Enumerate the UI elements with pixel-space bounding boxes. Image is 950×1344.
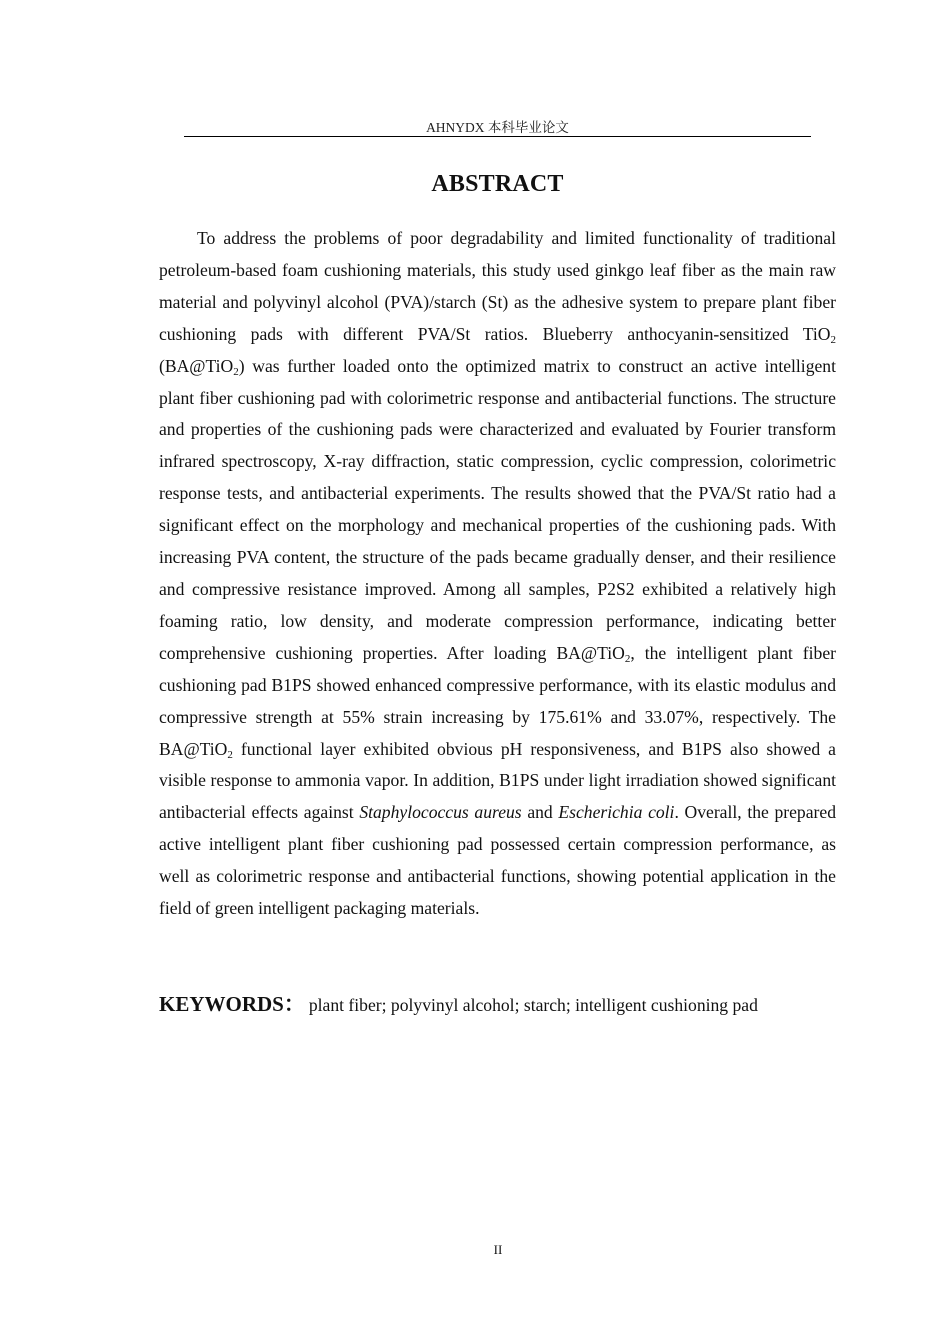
subscript-2: 2: [227, 748, 233, 761]
running-header: AHNYDX 本科毕业论文: [426, 120, 569, 135]
species-name-escherichia: Escherichia coli: [558, 802, 675, 823]
abstract-text-7: . Overall, the prepared active intelligent plant fiber cushioning pad possessed certain compression performance, as well as colorimetric response and antibacterial functions, showing potential application in the field of green intelligent packaging materials.: [159, 802, 837, 919]
keywords-line: [159, 988, 859, 1018]
header-rule: [184, 136, 811, 137]
page-title: ABSTRACT: [431, 171, 564, 197]
subscript-2: 2: [233, 365, 239, 378]
abstract-text-3: ) was further loaded onto the optimized matrix to construct an active intelligent plant fiber cushioning pad with colorimetric response and antibacterial functions. The structure and properties of the cushioning pads were characterized and evaluated by Fourier transform infrared spectroscopy, X-ray diffraction, static compression, cyclic compression, colorimetric response tests, and antibacterial experiments. The results showed that the PVA/St ratio had a significant effect on the morphology and mechanical properties of the cushioning pads. With increasing PVA content, the structure of the pads became gradually denser, and their resilience and compressive resistance improved. Among all samples, P2S2 exhibited a relatively high foaming ratio, low density, and moderate compression performance, indicating better comprehensive cushioning properties. After loading BA@TiO: [159, 355, 836, 663]
abstract-text-5: functional layer exhibited obvious pH responsiveness, and B1PS also showed a visible response to ammonia vapor. In addition, B1PS under light irradiation showed significant antibacterial effects against: [159, 738, 836, 823]
abstract-text-6: and: [521, 802, 559, 823]
abstract-text-1: To address the problems of poor degradability and limited functionality of traditional petroleum-based foam cushioning materials, this study used ginkgo leaf fiber as the main raw material and polyvinyl alcohol (PVA)/starch (St) as the adhesive system to prepare plant fiber cushioning pads with different PVA/St ratios. Blueberry anthocyanin-sensitized TiO: [159, 228, 836, 344]
keywords-text: plant fiber; polyvinyl alcohol; starch; intelligent cushioning pad: [308, 995, 758, 1015]
page-number: II: [493, 1242, 503, 1257]
abstract-body: [159, 223, 836, 925]
species-name-staphylococcus: Staphylococcus aureus: [359, 802, 522, 823]
abstract-paragraph: [159, 223, 836, 925]
abstract-text-2: (BA@TiO: [159, 355, 234, 376]
keywords-label: KEYWORDS：: [159, 992, 305, 1016]
subscript-2: 2: [624, 652, 631, 665]
subscript-2: 2: [830, 333, 836, 346]
abstract-text-4: , the intelligent plant fiber cushioning pad B1PS showed enhanced compressive performance, with its elastic modulus and compressive strength at 55% strain increasing by 175.61% and 33.07%, respectively. The BA@TiO: [159, 642, 836, 759]
